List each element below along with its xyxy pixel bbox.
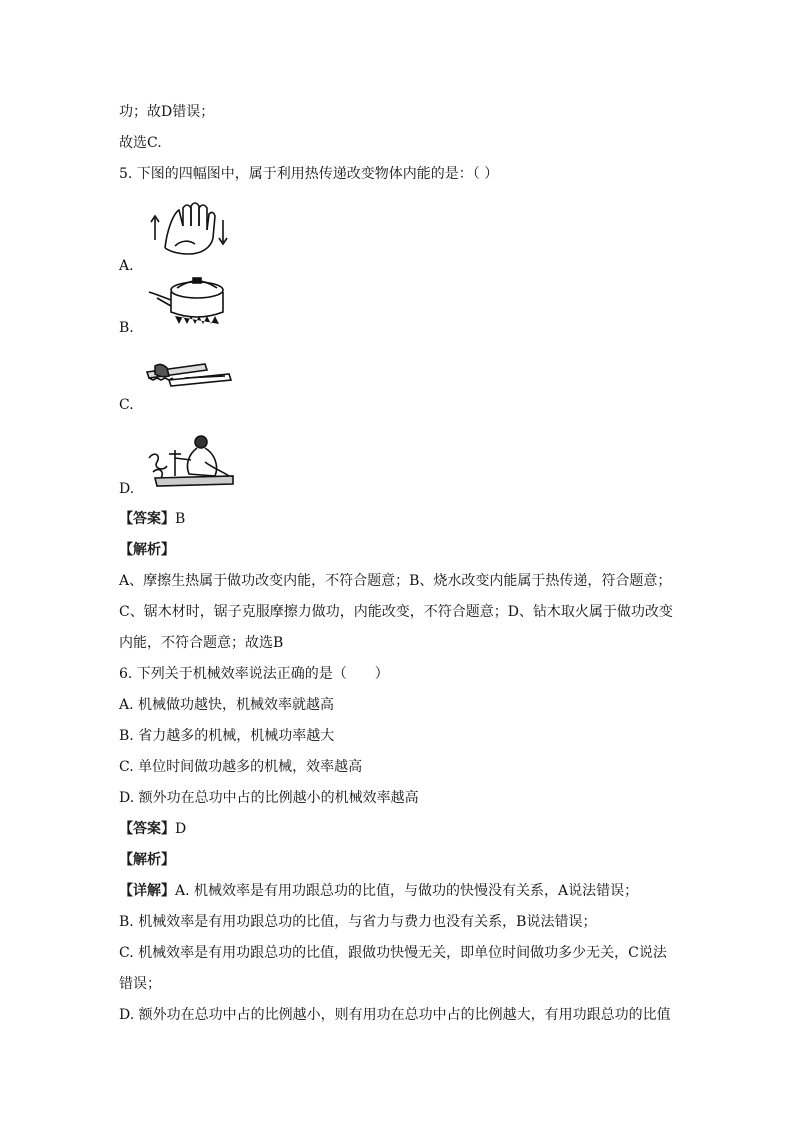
line-prev-choice: 故选C. <box>119 135 162 151</box>
question-6-analysis-tag: 【解析】 <box>119 852 175 868</box>
question-6-option-a: A. 机械做功越快，机械效率就越高 <box>119 697 335 713</box>
question-5-analysis-line-1: A、摩擦生热属于做功改变内能，不符合题意；B、烧水改变内能属于热传递，符合题意； <box>119 573 672 589</box>
answer-value: D <box>175 821 187 837</box>
question-6-detail-line-2: B. 机械效率是有用功跟总功的比值，与省力与费力也没有关系，B说法错误； <box>119 914 597 930</box>
question-6-option-b: B. 省力越多的机械，机械功率越大 <box>119 728 335 744</box>
answer-value: B <box>175 511 186 527</box>
question-6-detail-line-4: 错误； <box>119 976 161 992</box>
question-6-detail-line-1 <box>119 881 638 901</box>
question-6-option-c: C. 单位时间做功越多的机械，效率越高 <box>119 759 363 775</box>
line-prev-conclusion: 功；故D错误； <box>119 104 215 120</box>
question-6-detail-line-3: C. 机械效率是有用功跟总功的比值，跟做功快慢无关，即单位时间做功多少无关，C说法 <box>119 945 667 961</box>
rubbing-hands-image <box>145 200 235 256</box>
question-5-answer <box>119 509 185 529</box>
sawing-wood-image <box>145 358 235 388</box>
kettle-heating-image <box>145 276 237 326</box>
question-5-option-a-label: A. <box>119 258 134 274</box>
question-5-option-b-label: B. <box>119 320 134 336</box>
question-5-analysis-tag: 【解析】 <box>119 542 175 558</box>
question-5-analysis-line-3: 内能，不符合题意；故选B <box>119 635 284 651</box>
question-5-analysis-line-2: C、锯木材时，锯子克服摩擦力做功，内能改变，不符合题意；D、钻木取火属于做功改变 <box>119 604 673 620</box>
detail-text: A. 机械效率是有用功跟总功的比值，与做功的快慢没有关系，A说法错误； <box>175 883 639 899</box>
answer-tag: 【答案】 <box>119 821 175 837</box>
question-6-option-d: D. 额外功在总功中占的比例越小的机械效率越高 <box>119 790 419 806</box>
question-6-answer <box>119 819 186 839</box>
question-5-stem: 5. 下图的四幅图中，属于利用热传递改变物体内能的是：（ ） <box>119 166 499 182</box>
question-5-option-c-label: C. <box>119 397 134 413</box>
answer-tag: 【答案】 <box>119 511 175 527</box>
question-6-detail-line-5: D. 额外功在总功中占的比例越小，则有用功在总功中占的比例越大，有用功跟总功的比值 <box>119 1007 671 1023</box>
question-5-option-d-label: D. <box>119 481 135 497</box>
detail-tag: 【详解】 <box>119 883 175 899</box>
question-6-stem: 6. 下列关于机械效率说法正确的是（ ） <box>119 666 389 682</box>
drilling-wood-fire-image <box>145 432 237 488</box>
